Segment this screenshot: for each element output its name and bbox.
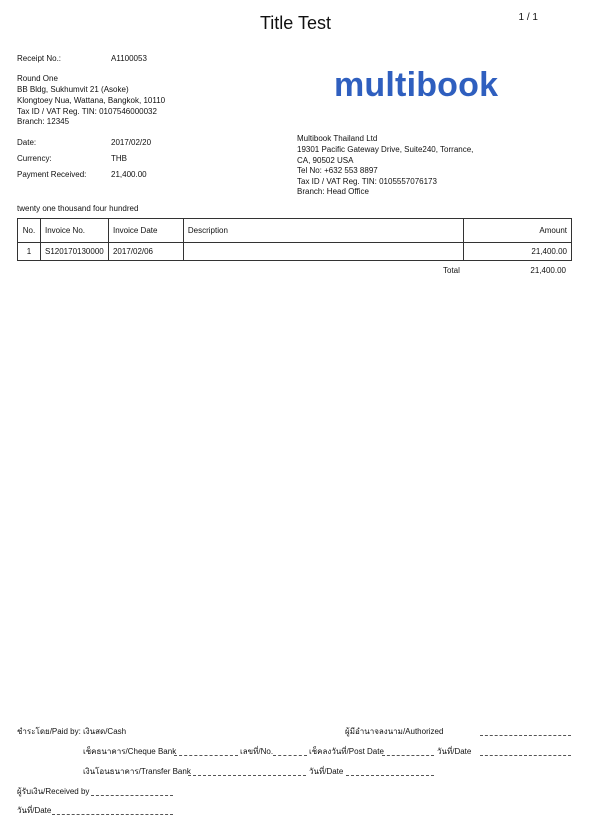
cell-amount: 21,400.00 [464, 243, 572, 261]
header-amount: Amount [464, 219, 572, 243]
company-tel: Tel No: +632 553 8897 [297, 166, 378, 175]
customer-address-2: Klongtoey Nua, Wattana, Bangkok, 10110 [17, 96, 166, 105]
header-description: Description [183, 219, 463, 243]
post-date-label: เช็คลงวันที่/Post Date [309, 747, 384, 756]
cheque-no-label: เลขที่/No. [240, 747, 274, 756]
total-value: 21,400.00 [530, 266, 566, 275]
received-date-label: วันที่/Date [17, 806, 52, 815]
cheque-no-line [273, 747, 307, 756]
transfer-bank-label: เงินโอนธนาคาร/Transfer Bank [83, 767, 191, 776]
header-no: No. [18, 219, 41, 243]
transfer-date-label: วันที่/Date [309, 767, 344, 776]
invoice-table [17, 218, 572, 261]
customer-name: Round One [17, 74, 58, 83]
company-address-1: 19301 Pacific Gateway Drive, Suite240, Torrance, [297, 145, 474, 154]
authorized-label: ผู้มีอำนาจลงนาม/Authorized [345, 727, 444, 736]
cell-invoice-date: 2017/02/06 [108, 243, 183, 261]
payment-received-label: Payment Received: [17, 170, 87, 179]
received-date-line [52, 806, 173, 815]
cheque-bank-line [174, 747, 238, 756]
table-row [18, 243, 572, 261]
page-number: 1 / 1 [518, 12, 538, 23]
document-title: Title Test [259, 13, 332, 33]
date-label: Date: [17, 138, 37, 147]
currency-label: Currency: [17, 154, 52, 163]
date-value: 2017/02/20 [111, 138, 152, 147]
received-by-label: ผู้รับเงิน/Received by [17, 787, 90, 796]
cheque-date-label: วันที่/Date [437, 747, 472, 756]
receipt-value: A1100053 [111, 54, 147, 63]
customer-address-1: BB Bldg, Sukhumvit 21 (Asoke) [17, 85, 129, 94]
header-invoice-no: Invoice No. [40, 219, 108, 243]
customer-branch: Branch: 12345 [17, 117, 70, 126]
authorized-line [480, 727, 571, 736]
company-tax-id: Tax ID / VAT Reg. TIN: 0105557076173 [297, 177, 437, 186]
cash-option: เงินสด/Cash [83, 727, 127, 736]
transfer-bank-line [188, 767, 306, 776]
post-date-line [382, 747, 434, 756]
cell-description [183, 243, 463, 261]
table-header-row [18, 219, 572, 243]
cheque-bank-label: เช็คธนาคาร/Cheque Bank [83, 747, 177, 756]
cheque-date-line [480, 747, 571, 756]
transfer-date-line [346, 767, 434, 776]
company-name: Multibook Thailand Ltd [297, 134, 378, 143]
customer-tax-id: Tax ID / VAT Reg. TIN: 0107546000032 [17, 107, 157, 116]
cell-no: 1 [18, 243, 41, 261]
received-by-line [91, 787, 173, 796]
multibook-logo: multibook [334, 66, 499, 104]
paid-by-label: ชำระโดย/Paid by: [17, 727, 81, 736]
receipt-label: Receipt No.: [17, 54, 62, 63]
header-invoice-date: Invoice Date [108, 219, 183, 243]
company-address-2: CA, 90502 USA [297, 156, 354, 165]
company-branch: Branch: Head Office [297, 187, 369, 196]
amount-in-words: twenty one thousand four hundred [17, 204, 139, 213]
cell-invoice-no: S120170130000 [40, 243, 108, 261]
payment-received-value: 21,400.00 [111, 170, 147, 179]
total-label: Total [443, 266, 460, 275]
currency-value: THB [111, 154, 127, 163]
